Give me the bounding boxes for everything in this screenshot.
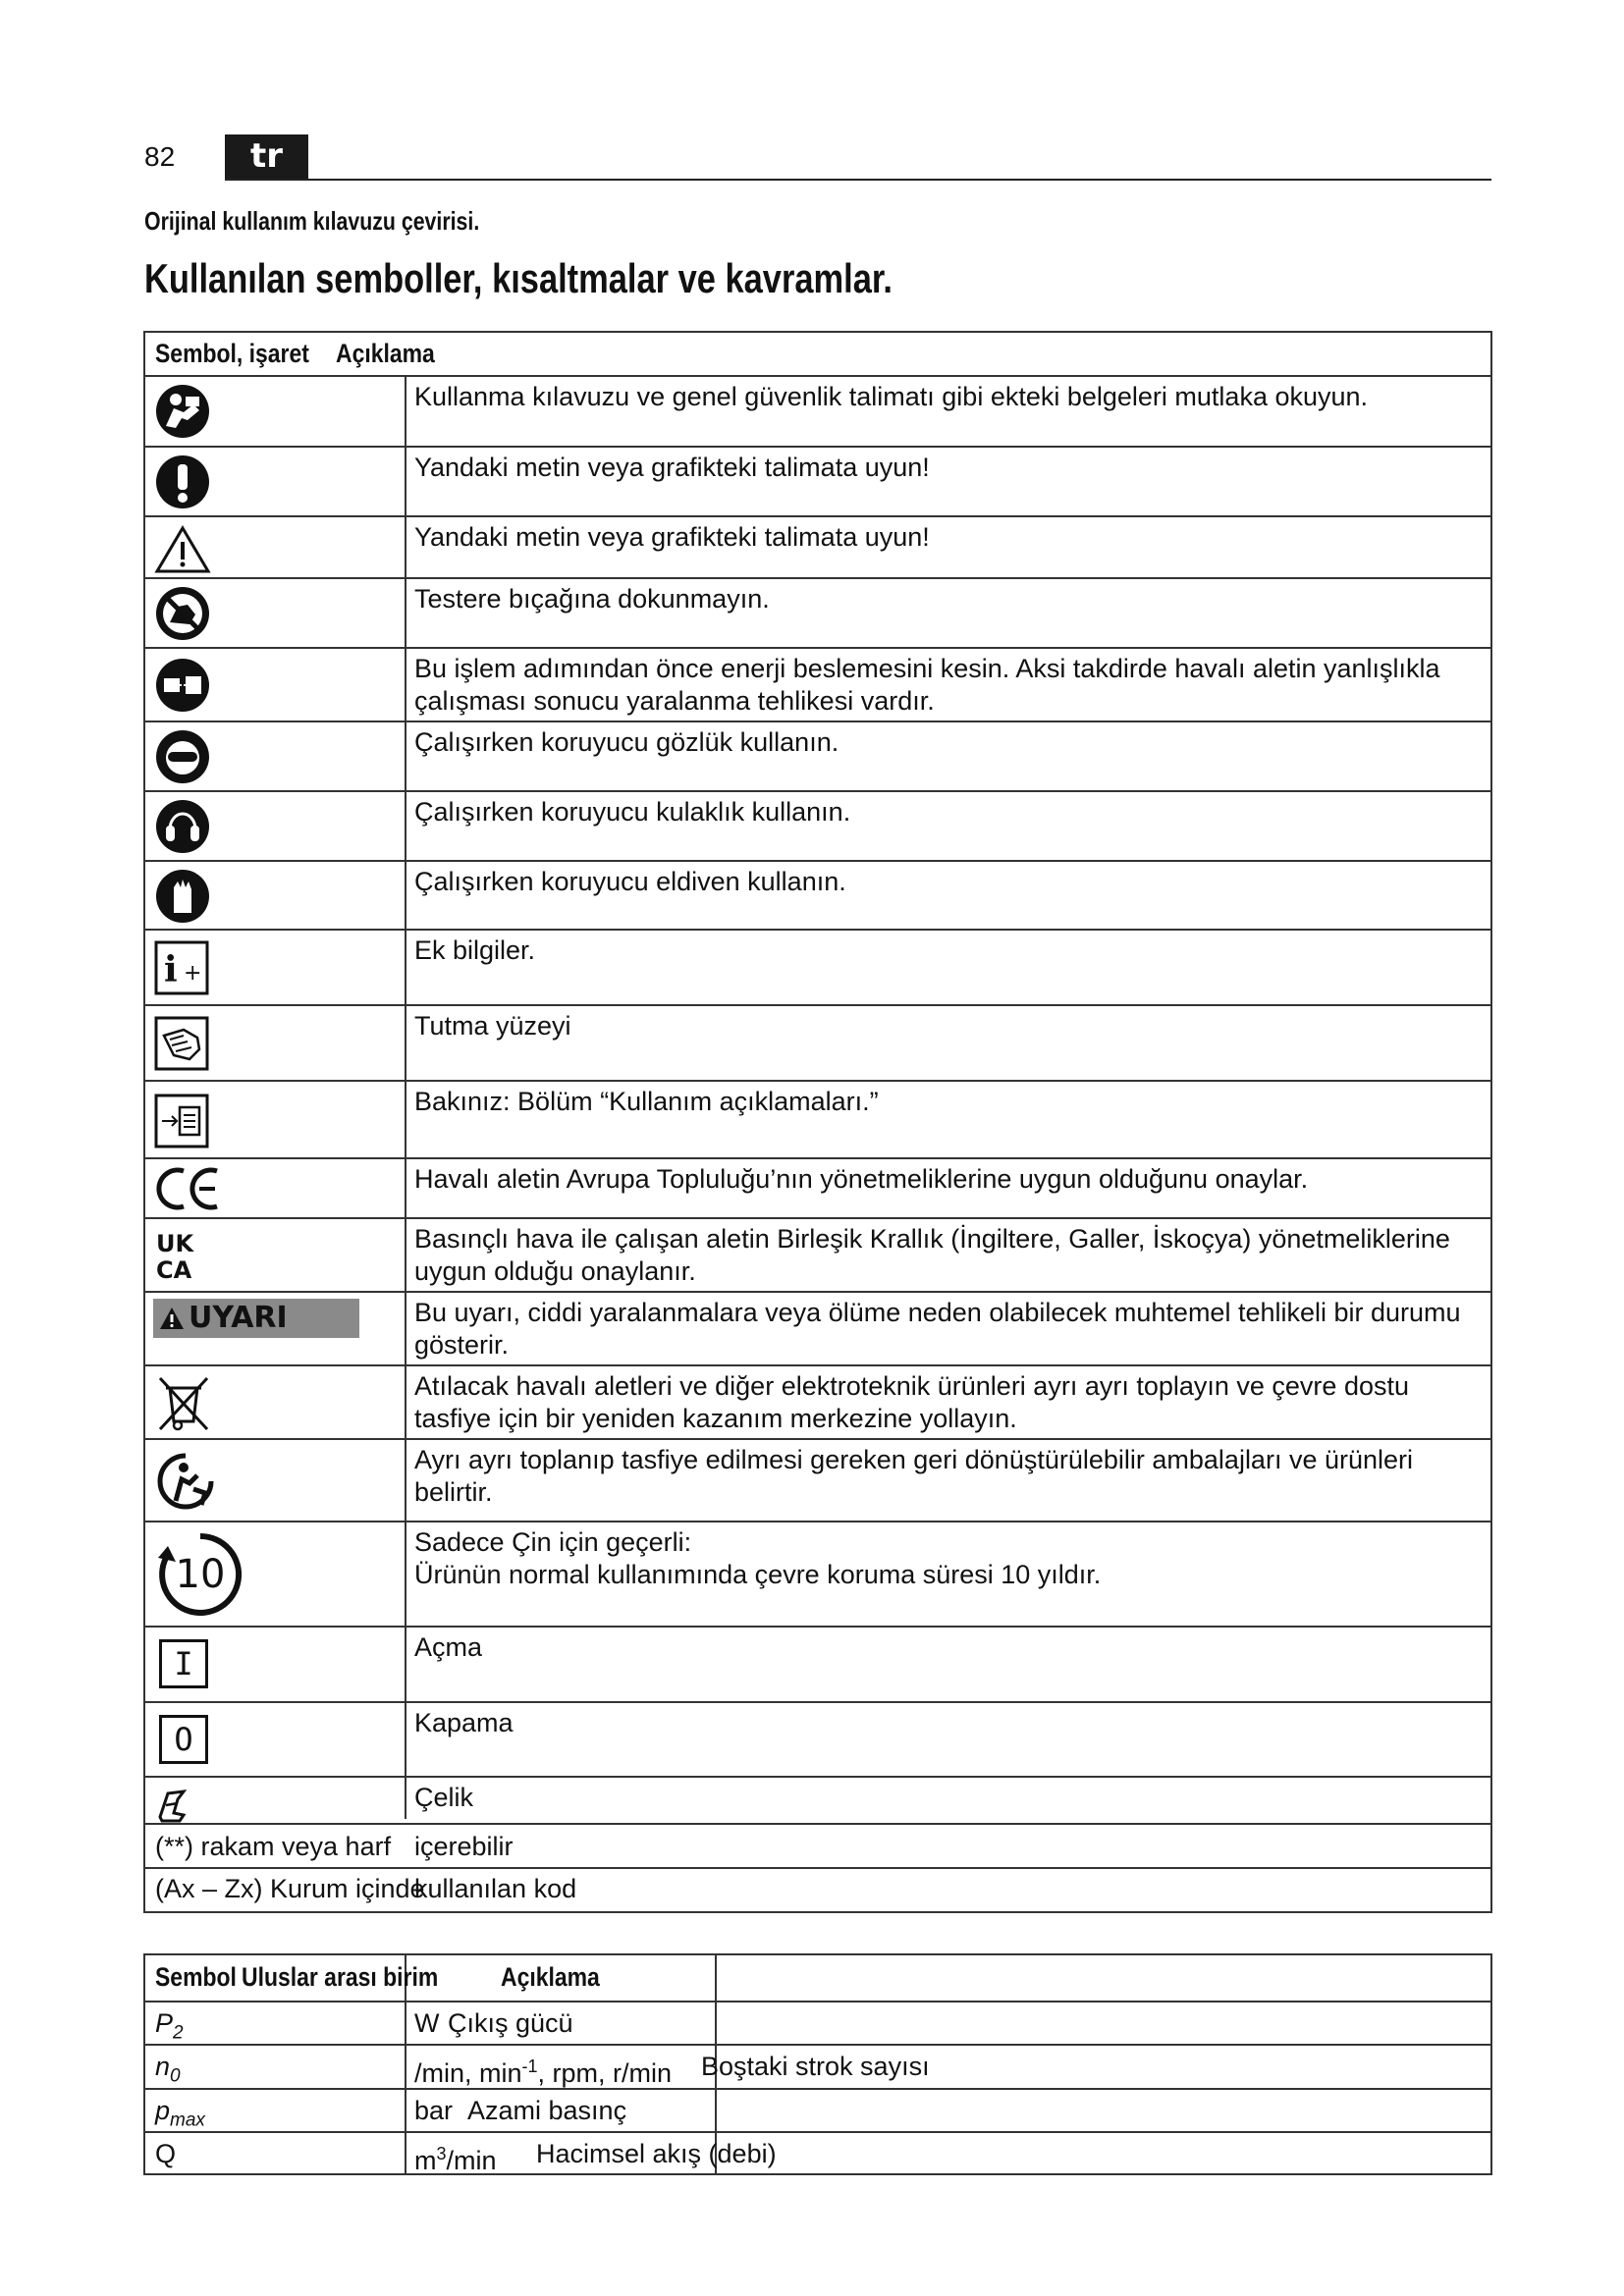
row-text-line: Ek bilgiler. xyxy=(414,935,536,965)
table-header-row xyxy=(145,333,1490,375)
description-cell: Boştaki strok sayısı xyxy=(701,2052,930,2081)
row-text-line: Açma xyxy=(414,1632,483,1662)
page-number: 82 xyxy=(144,141,176,172)
symbol-cell: Q xyxy=(155,2139,177,2168)
row-text-line: Ürünün normal kullanımında çevre koruma süresi 10 yıldır. xyxy=(414,1560,1102,1589)
table-row xyxy=(145,929,1490,1004)
section-title: Kullanılan semboller, kısaltmalar ve kavramlar. xyxy=(144,255,893,301)
header-symbol: Sembol xyxy=(155,1962,237,1992)
language-badge: tr xyxy=(225,134,308,179)
symbol-subscript: max xyxy=(170,2109,205,2131)
description-cell: Çıkış gücü xyxy=(448,2008,573,2038)
table-row xyxy=(145,2088,1490,2131)
row-text-line: uygun olduğu onaylanır. xyxy=(414,1256,696,1286)
power-off-label: O xyxy=(174,1721,193,1758)
table-row xyxy=(145,2131,1490,2174)
row-text-line: Basınçlı hava ile çalışan aletin Birleşik Krallık (İngiltere, Galler, İskoçya) yönetmeliklerine xyxy=(414,1224,1450,1254)
row-text-line: Yandaki metin veya grafikteki talimata uyun! xyxy=(414,453,930,482)
ear-protection-icon xyxy=(154,798,211,859)
table-row xyxy=(145,1626,1490,1701)
china-10-label: 10 xyxy=(175,1552,226,1597)
table-row xyxy=(145,721,1490,790)
row-text-line: Bu uyarı, ciddi yaralanmalara veya ölüme neden olabilecek muhtemel tehlikeli bir durumu xyxy=(414,1298,1461,1327)
power-on-label: I xyxy=(174,1645,193,1682)
footer-col2: içerebilir xyxy=(414,1832,514,1861)
table-row xyxy=(145,375,1490,446)
power-off-icon xyxy=(159,1715,208,1764)
crossed-bin-icon xyxy=(154,1374,213,1437)
symbol-cell xyxy=(155,2051,181,2092)
ukca-mark-icon xyxy=(154,1227,203,1286)
unit-text: /min, min xyxy=(414,2058,522,2088)
unit-cell: bar xyxy=(414,2096,454,2125)
table-row xyxy=(145,1776,1490,1823)
see-document-icon xyxy=(154,1094,209,1152)
units-table xyxy=(143,1953,1492,2175)
row-text-line: çalışması sonucu yaralanma tehlikesi vardır. xyxy=(414,686,935,716)
row-text-line: Sadece Çin için geçerli: xyxy=(414,1527,692,1557)
power-on-icon xyxy=(159,1639,208,1688)
china-10-years-icon xyxy=(154,1528,246,1625)
grip-surface-icon xyxy=(154,1016,209,1075)
row-text-line: Kullanma kılavuzu ve genel güvenlik talimatı gibi ekteki belgeleri mutlaka okuyun. xyxy=(414,382,1369,411)
unit-superscript: -1 xyxy=(521,2056,538,2076)
table-row xyxy=(145,1438,1490,1521)
row-text-line: belirtir. xyxy=(414,1477,493,1507)
row-text-line: Atılacak havalı aletleri ve diğer elektroteknik ürünleri ayrı ayrı toplayın ve çevre dostu xyxy=(414,1371,1409,1401)
unit-cell xyxy=(414,2138,497,2177)
unit-superscript: 3 xyxy=(436,2144,447,2163)
table-row xyxy=(145,1157,1490,1217)
unit-cell: W xyxy=(414,2008,440,2038)
header-unit: Uluslar arası birim xyxy=(242,1962,439,1992)
symbols-table xyxy=(143,331,1492,1913)
read-manual-icon xyxy=(154,383,211,444)
row-text-line: tasfiye için bir yeniden kazanım merkezine yollayın. xyxy=(414,1404,1017,1433)
row-text-line: Bu işlem adımından önce enerji beslemesini kesin. Aksi takdirde havalı aletin yanlışlıkla xyxy=(414,654,1440,683)
gloves-icon xyxy=(154,868,211,929)
svg-text:+: + xyxy=(184,961,202,986)
svg-text:i: i xyxy=(164,949,178,990)
header-description: Açıklama xyxy=(336,339,435,368)
table-row xyxy=(145,647,1490,721)
table-row xyxy=(145,1291,1490,1364)
table-row xyxy=(145,860,1490,929)
table-row xyxy=(145,1217,1490,1291)
row-text-line: Havalı aletin Avrupa Topluluğu’nın yönetmeliklerine uygun olduğunu onaylar. xyxy=(414,1164,1309,1194)
row-text-line: Çelik xyxy=(414,1783,474,1812)
table-row xyxy=(145,1823,1490,1867)
header-divider xyxy=(225,179,1491,181)
row-text-line: Çalışırken koruyucu kulaklık kullanın. xyxy=(414,797,851,827)
safety-goggles-icon xyxy=(154,728,211,789)
unit-text: m xyxy=(414,2146,437,2175)
symbol-subscript: 0 xyxy=(170,2065,181,2087)
uyari-label-text: UYARI xyxy=(189,1301,288,1335)
table-row xyxy=(145,2001,1490,2044)
svg-text:UK: UK xyxy=(156,1230,194,1257)
table-row xyxy=(145,790,1490,860)
symbol-text: p xyxy=(155,2096,171,2125)
table-row xyxy=(145,1004,1490,1080)
row-text-line: Yandaki metin veya grafikteki talimata uyun! xyxy=(414,522,930,552)
footer-col1: (**) rakam veya harf xyxy=(155,1832,392,1861)
warning-triangle-icon xyxy=(154,525,211,578)
table-row xyxy=(145,1867,1490,1911)
table-row xyxy=(145,446,1490,515)
symbol-text: n xyxy=(155,2052,171,2081)
recycling-person-icon xyxy=(154,1450,217,1517)
symbol-text: P xyxy=(155,2008,174,2038)
row-text-line: Ayrı ayrı toplanıp tasfiye edilmesi gereken geri dönüştürülebilir ambalajları ve ürünleri xyxy=(414,1445,1414,1474)
row-text-line: Testere bıçağına dokunmayın. xyxy=(414,584,770,614)
table-header-row xyxy=(145,1955,1490,2001)
table-row xyxy=(145,1364,1490,1438)
row-text-line: Tutma yüzeyi xyxy=(414,1011,571,1041)
info-plus-icon xyxy=(154,940,209,999)
row-text-line: Çalışırken koruyucu gözlük kullanın. xyxy=(414,727,839,757)
description-cell: Hacimsel akış (debi) xyxy=(536,2139,777,2168)
table-row xyxy=(145,515,1490,577)
footer-col1: (Ax – Zx) Kurum içinde xyxy=(155,1874,425,1903)
header-symbol: Sembol, işaret xyxy=(155,339,309,368)
row-text-line: gösterir. xyxy=(414,1330,510,1360)
description-cell: Azami basınç xyxy=(467,2096,627,2125)
document-subtitle: Orijinal kullanım kılavuzu çevirisi. xyxy=(144,206,480,236)
symbol-subscript: 2 xyxy=(173,2022,184,2044)
row-text-line: Bakınız: Bölüm “Kullanım açıklamaları.” xyxy=(414,1087,879,1116)
unit-cell xyxy=(414,2051,672,2090)
ce-mark-icon xyxy=(154,1165,223,1216)
disconnect-air-icon xyxy=(154,657,211,718)
footer-col2: kullanılan kod xyxy=(414,1874,577,1903)
unit-text: , rpm, r/min xyxy=(537,2058,673,2088)
steel-icon xyxy=(154,1788,189,1827)
table-row xyxy=(145,1521,1490,1626)
row-text-line: Kapama xyxy=(414,1708,514,1737)
unit-text: /min xyxy=(446,2146,497,2175)
table-row xyxy=(145,1701,1490,1776)
no-touch-blade-icon xyxy=(154,585,211,646)
table-row xyxy=(145,577,1490,647)
table-row xyxy=(145,1080,1490,1157)
row-text-line: Çalışırken koruyucu eldiven kullanın. xyxy=(414,867,846,896)
table-row xyxy=(145,2044,1490,2088)
uyari-label-icon xyxy=(153,1299,359,1338)
mandatory-exclamation-icon xyxy=(154,454,211,514)
svg-text:CA: CA xyxy=(156,1256,192,1282)
header-description: Açıklama xyxy=(501,1962,600,1992)
